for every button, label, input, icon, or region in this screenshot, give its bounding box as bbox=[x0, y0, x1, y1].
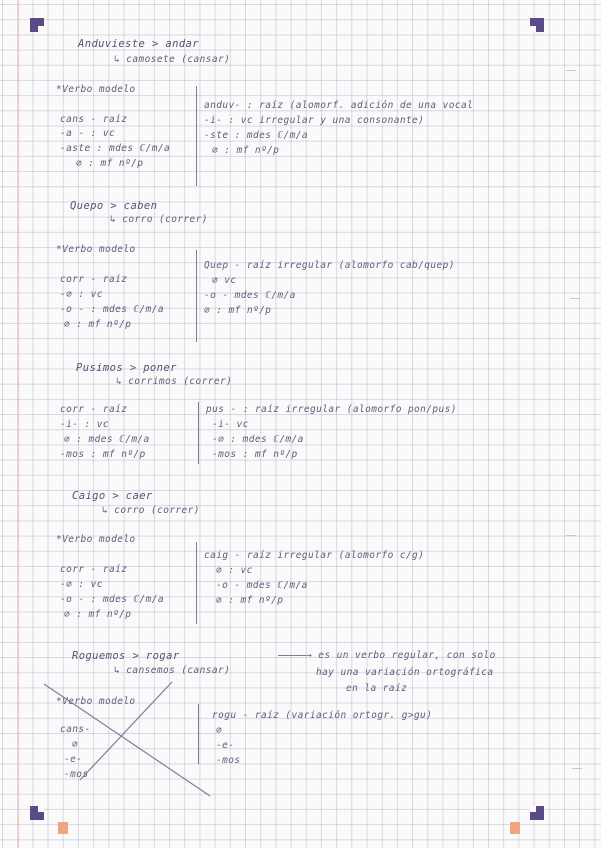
section-2-left-line: -∅ : vc bbox=[60, 289, 103, 300]
section-2-right-line: ∅ : mf nº/p bbox=[204, 305, 272, 316]
section-4-left-line: ∅ : mf nº/p bbox=[64, 609, 132, 620]
section-1-right-line: -ste : mdes ℂ/m/a bbox=[204, 130, 309, 141]
section-3-subtitle: ↳ corrimos (correr) bbox=[116, 376, 233, 387]
section-3-right-line: -∅ : mdes ℂ/m/a bbox=[212, 434, 304, 445]
section-4-subtitle: ↳ corro (correr) bbox=[102, 505, 200, 516]
section-4-left-line: -o - : mdes ℂ/m/a bbox=[60, 594, 165, 605]
section-4-left-line: -∅ : vc bbox=[60, 579, 103, 590]
section-2-left-line: corr - raíz bbox=[60, 274, 128, 285]
section-5-right-line: -mos bbox=[216, 755, 241, 766]
section-4-left-line: corr - raíz bbox=[60, 564, 128, 575]
section-1-right-line: anduv- : raíz (alomorf. adición de una vocal bbox=[204, 100, 474, 111]
section-2-right-line: -o - mdes ℂ/m/a bbox=[204, 290, 296, 301]
section-5-left-line: -e- bbox=[64, 754, 83, 765]
section-3-left-line: corr - raíz bbox=[60, 404, 128, 415]
section-5-note: hay una variación ortográfica bbox=[316, 667, 494, 678]
section-2-left-line: -o - : mdes ℂ/m/a bbox=[60, 304, 165, 315]
section-1-title: Anduvieste > andar bbox=[78, 38, 199, 50]
section-2-right-line: Quep - raíz irregular (alomorfo cab/quep) bbox=[204, 260, 455, 271]
section-3-title: Pusimos > poner bbox=[76, 362, 177, 374]
section-5-left-line: ∅ bbox=[72, 739, 79, 750]
section-5-left-line: cans- bbox=[60, 724, 91, 735]
section-2-subtitle: ↳ corro (correr) bbox=[110, 214, 208, 225]
section-2-left-line: ∅ : mf nº/p bbox=[64, 319, 132, 330]
section-5-left-line: -mos bbox=[64, 769, 89, 780]
section-2-left-line: *Verbo modelo bbox=[56, 244, 136, 255]
section-4-left-line: *Verbo modelo bbox=[56, 534, 136, 545]
section-4-title: Caigo > caer bbox=[72, 490, 153, 502]
section-3-right-line: -i- vc bbox=[212, 419, 249, 430]
section-1-right-line: ∅ : mf nº/p bbox=[212, 145, 280, 156]
section-2-title: Quepo > caben bbox=[70, 200, 158, 212]
section-5-note: → es un verbo regular, con solo bbox=[306, 650, 496, 661]
section-4-right-line: caig - raíz irregular (alomorfo c/g) bbox=[204, 550, 425, 561]
section-1-right-line: -i- : vc irregular y una consonante) bbox=[204, 115, 425, 126]
section-4-right-line: ∅ : vc bbox=[216, 565, 253, 576]
section-1-left-line: cans - raíz bbox=[60, 114, 128, 125]
section-3-left-line: -mos : mf nº/p bbox=[60, 449, 146, 460]
section-3-right-line: pus - : raíz irregular (alomorfo pon/pus) bbox=[206, 404, 457, 415]
section-5-left-line: *Verbo modelo bbox=[56, 696, 136, 707]
section-5-right-line: -e- bbox=[216, 740, 235, 751]
section-5-right-line: rogu - raíz (variación ortogr. g>gu) bbox=[212, 710, 433, 721]
section-1-left-line: -a - : vc bbox=[60, 128, 116, 139]
section-5-right-line: ∅ bbox=[216, 725, 223, 736]
section-1-left-line: -aste : mdes ℂ/m/a bbox=[60, 143, 171, 154]
section-4-right-line: ∅ : mf nº/p bbox=[216, 595, 284, 606]
section-3-left-line: -i- : vc bbox=[60, 419, 109, 430]
section-3-left-line: ∅ : mdes ℂ/m/a bbox=[64, 434, 150, 445]
section-2-right-line: ∅ vc bbox=[212, 275, 237, 286]
section-1-left-line: ∅ : mf nº/p bbox=[76, 158, 144, 169]
section-4-right-line: -o - mdes ℂ/m/a bbox=[216, 580, 308, 591]
section-3-right-line: -mos : mf nº/p bbox=[212, 449, 298, 460]
section-1-subtitle: ↳ camosete (cansar) bbox=[114, 54, 231, 65]
section-5-subtitle: ↳ cansemos (cansar) bbox=[114, 665, 231, 676]
section-5-note: en la raíz bbox=[346, 683, 408, 694]
section-1-left-line: *Verbo modelo bbox=[56, 84, 136, 95]
section-5-title: Roguemos > rogar bbox=[72, 650, 180, 662]
